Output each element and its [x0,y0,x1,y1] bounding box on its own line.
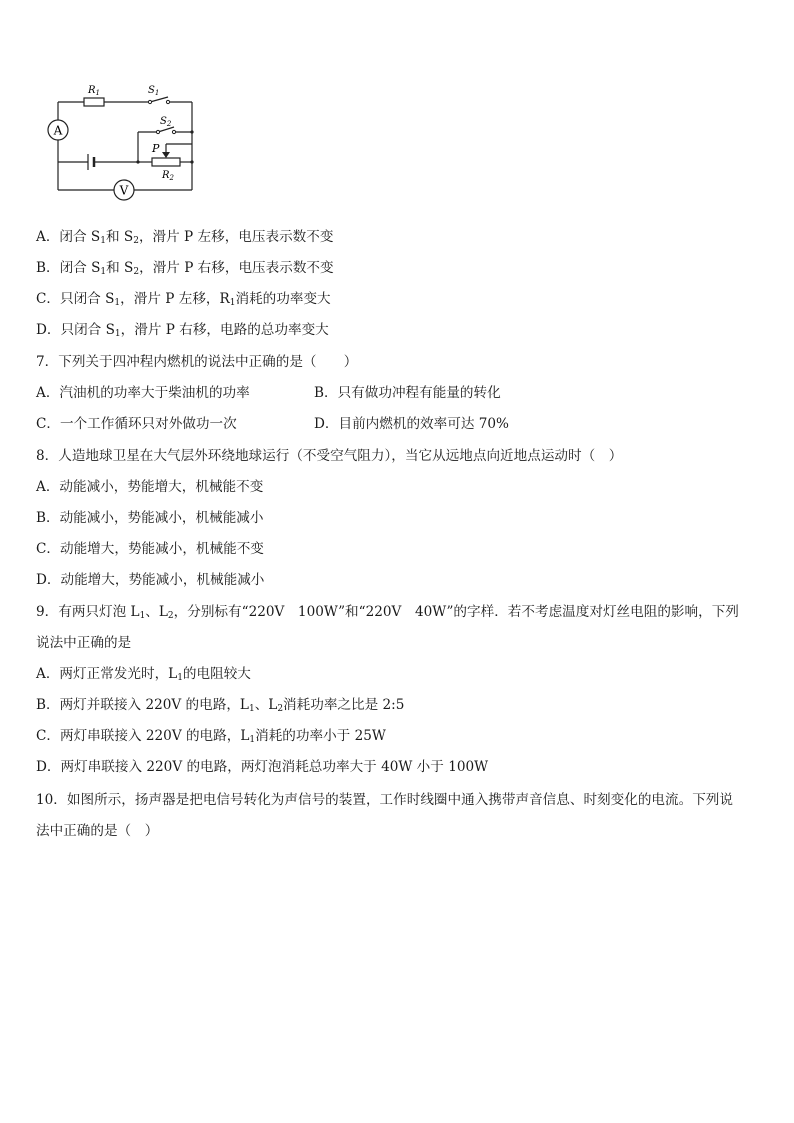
q6-option-c: C．只闭合 $S_1$，滑片 P 左移，$R_1$消耗的功率变大 [36,291,331,308]
resistor-r2 [152,158,180,166]
q10-stem-line2: 法中正确的是（ ） [36,823,159,839]
q8-option-b: B．动能减小，势能减小，机械能减小 [36,510,264,526]
ammeter-label: A [53,123,63,138]
q9-option-b: B．两灯并联接入 220V 的电路，$L_1$、$L_2$消耗功率之比是 2:5 [36,697,405,714]
q8-option-d: D．动能增大，势能减小，机械能减小 [36,572,265,588]
voltmeter-label: V [119,183,129,198]
switch-s1-contact-2 [166,100,169,103]
q7-option-c: C．一个工作循环只对外做功一次 [36,416,237,432]
switch-s2-contact-1 [156,130,159,133]
q9-stem: 9．有两只灯泡 $L_1$、$L_2$，分别标有“220V 100W”和“220V 40W”的字样．若不考虑温度对灯丝电阻的影响，下列 [36,604,739,621]
q9-option-d: D．两灯串联接入 220V 的电路，两灯泡消耗总功率大于 40W 小于 100W [36,759,489,775]
q9-stem-line2: 说法中正确的是 [36,635,132,651]
q6-option-b: B．闭合 $S_1$和 $S_2$，滑片 P 右移，电压表示数不变 [36,260,334,277]
q7-option-a: A．汽油机的功率大于柴油机的功率 [36,385,250,401]
resistor-r1 [84,98,104,106]
slider-arrow [162,152,170,158]
q7-option-d: D．目前内燃机的效率可达 70% [314,416,509,432]
q8-option-c: C．动能增大，势能减小，机械能不变 [36,541,264,557]
p-label: P [152,142,160,155]
q8-stem: 8．人造地球卫星在大气层外环绕地球运行（不受空气阻力），当它从远地点向近地点运动时（ ） [36,448,623,464]
s2-label: $S_2$ [160,116,172,128]
r1-label: $R_1$ [88,85,100,97]
q9-option-c: C．两灯串联接入 220V 的电路，$L_1$消耗的功率小于 25W [36,728,386,745]
switch-s1-blade [150,97,168,102]
q10-stem: 10．如图所示，扬声器是把电信号转化为声信号的装置，工作时线圈中通入携带声音信息、时刻变化的电流。下列说 [36,792,733,808]
s1-label: $S_1$ [148,85,160,97]
r2-label: $R_2$ [162,170,174,182]
q7-stem: 7．下列关于四冲程内燃机的说法中正确的是（ ） [36,354,358,370]
q6-option-d: D．只闭合 $S_1$，滑片 P 右移，电路的总功率变大 [36,322,329,339]
circuit-diagram [44,80,204,202]
switch-s1-contact-1 [148,100,151,103]
q9-option-a: A．两灯正常发光时，$L_1$的电阻较大 [36,666,251,683]
q7-option-b: B．只有做功冲程有能量的转化 [314,385,501,401]
q8-option-a: A．动能减小，势能增大，机械能不变 [36,479,264,495]
q6-option-a: A．闭合 $S_1$和 $S_2$，滑片 P 左移，电压表示数不变 [36,229,334,246]
switch-s2-contact-2 [172,130,175,133]
